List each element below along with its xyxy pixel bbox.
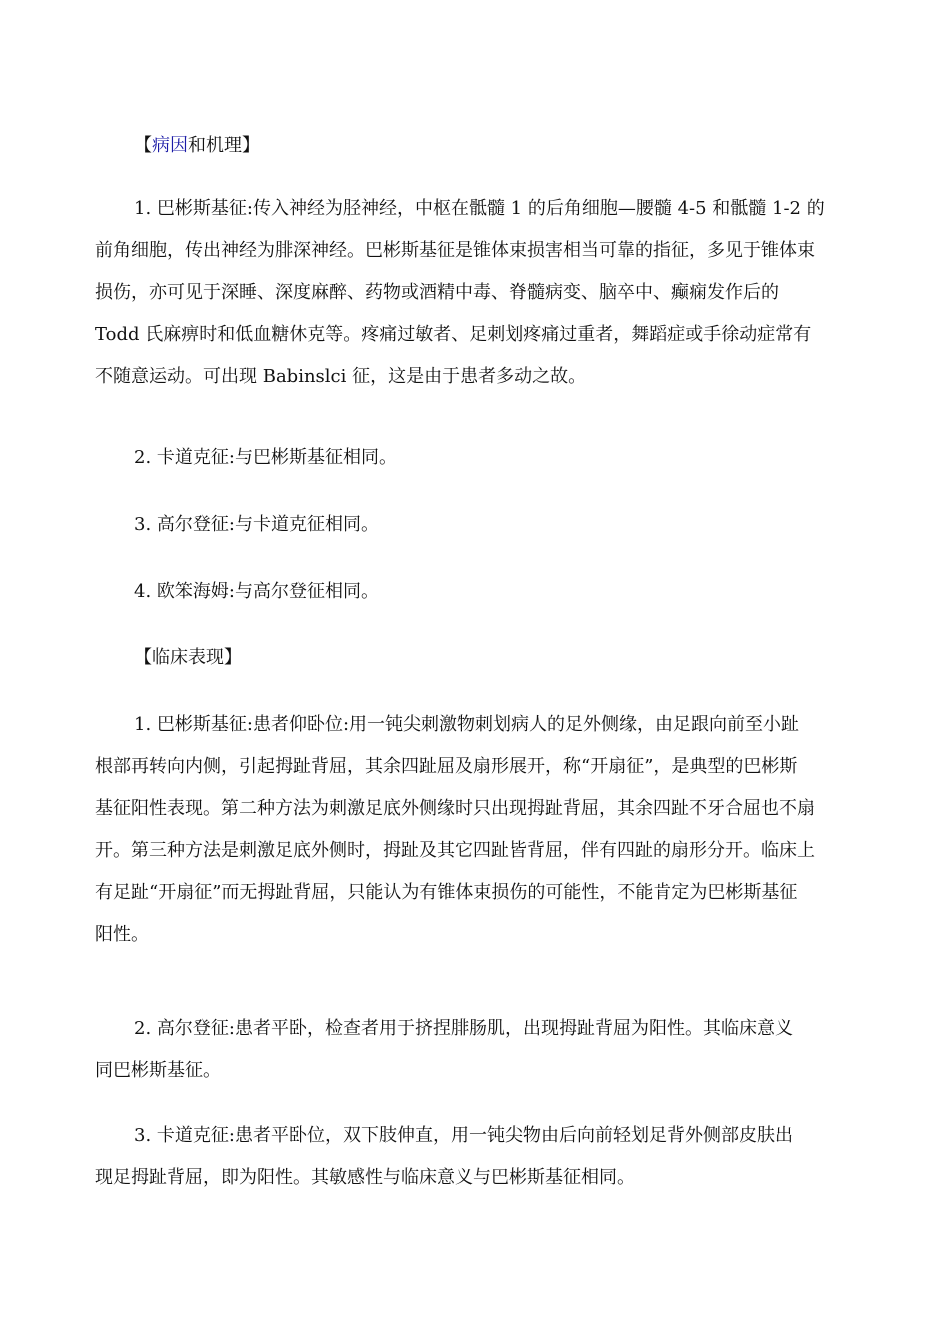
clinical-paragraph-3 <box>95 1115 865 1199</box>
paragraph-line: 2. 卡道克征:与巴彬斯基征相同。 <box>134 447 397 468</box>
cause-link[interactable]: 病因 <box>152 135 188 156</box>
paragraph-line: 不随意运动。可出现 Babinslci 征，这是由于患者多动之故。 <box>95 366 587 387</box>
cause-paragraph-2 <box>95 437 865 479</box>
paragraph-line: 2. 高尔登征:患者平卧，检查者用于挤捏腓肠肌，出现拇趾背屈为阳性。其临床意义 <box>134 1018 793 1039</box>
cause-paragraph-4 <box>95 571 865 613</box>
paragraph-line: Todd 氏麻痹时和低血糖休克等。疼痛过敏者、足刺划疼痛过重者，舞蹈症或手徐动症常有 <box>95 324 812 345</box>
cause-paragraph-3 <box>95 504 865 546</box>
paragraph-line: 3. 卡道克征:患者平卧位，双下肢伸直，用一钝尖物由后向前轻划足背外侧部皮肤出 <box>134 1125 793 1146</box>
paragraph-line: 开。第三种方法是刺激足底外侧时，拇趾及其它四趾皆背屈，伴有四趾的扇形分开。临床上 <box>95 840 815 861</box>
cause-paragraph-1 <box>95 188 865 398</box>
paragraph-line: 阳性。 <box>95 924 149 945</box>
clinical-paragraph-2 <box>95 1008 865 1092</box>
paragraph-line: 损伤，亦可见于深睡、深度麻醉、药物或酒精中毒、脊髓病变、脑卒中、癫痫发作后的 <box>95 282 779 303</box>
paragraph-line: 前角细胞，传出神经为腓深神经。巴彬斯基征是锥体束损害相当可靠的指征，多见于锥体束 <box>95 240 815 261</box>
section-heading-clinical: 【临床表现】 <box>134 647 242 668</box>
paragraph-line: 根部再转向内侧，引起拇趾背屈，其余四趾屈及扇形展开，称“开扇征”，是典型的巴彬斯 <box>95 756 798 777</box>
paragraph-line: 基征阳性表现。第二种方法为刺激足底外侧缘时只出现拇趾背屈，其余四趾不牙合屈也不扇 <box>95 798 815 819</box>
paragraph-line: 有足趾“开扇征”而无拇趾背屈，只能认为有锥体束损伤的可能性，不能肯定为巴彬斯基征 <box>95 882 798 903</box>
paragraph-line: 1. 巴彬斯基征:传入神经为胫神经，中枢在骶髓 1 的后角细胞—腰髓 4-5 和骶髓 1-2 的 <box>134 198 825 219</box>
paragraph-line: 同巴彬斯基征。 <box>95 1060 221 1081</box>
clinical-paragraph-1 <box>95 704 865 956</box>
paragraph-line: 3. 高尔登征:与卡道克征相同。 <box>134 514 379 535</box>
paragraph-line: 现足拇趾背屈，即为阳性。其敏感性与临床意义与巴彬斯基征相同。 <box>95 1167 635 1188</box>
heading-bracket-open: 【 <box>134 135 152 156</box>
section-heading-cause <box>134 134 260 158</box>
heading-bracket-close: 】 <box>242 135 260 156</box>
heading-rest: 和机理 <box>188 135 242 156</box>
paragraph-line: 1. 巴彬斯基征:患者仰卧位:用一钝尖刺激物刺划病人的足外侧缘，由足跟向前至小趾 <box>134 714 800 735</box>
paragraph-line: 4. 欧笨海姆:与高尔登征相同。 <box>134 581 379 602</box>
